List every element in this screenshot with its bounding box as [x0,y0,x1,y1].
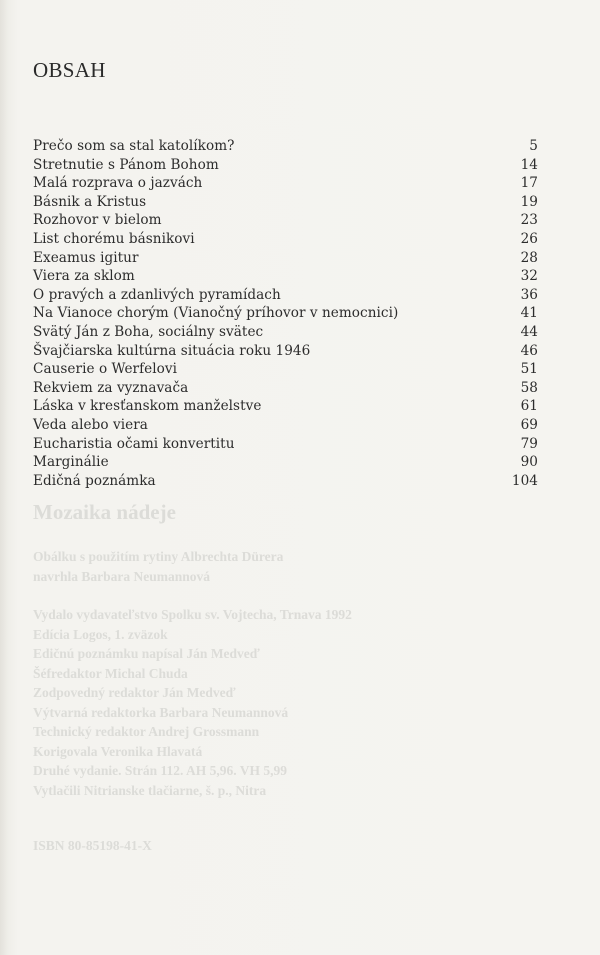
toc-entry [33,267,538,286]
toc-entry-page: 104 [511,472,538,489]
colophon-line: Vytlačili Nitrianske tlačiarne, š. p., Nitra [33,782,267,798]
toc-entry [33,435,538,454]
bleed-through-title: Mozaika nádeje [33,500,176,524]
toc-entry-title: Viera za sklom [33,268,135,285]
toc-entry-page: 17 [520,175,538,192]
page-heading: OBSAH [33,58,106,82]
toc-entry-page: 14 [520,156,538,173]
toc-entry [33,397,538,416]
toc-entry-title: Rozhovor v bielom [33,212,162,229]
toc-entry-page: 28 [520,249,538,266]
colophon-line: Zodpovedný redaktor Ján Medveď [33,685,236,700]
cover-credit-line: navrhla Barbara Neumannová [33,568,211,584]
toc-entry-page: 26 [520,230,538,247]
toc-entry [33,360,538,379]
toc-entry-page: 23 [520,212,538,229]
toc-entry [33,304,538,323]
toc-entry [33,453,538,472]
colophon-line: Edícia Logos, 1. zväzok [33,626,168,642]
isbn: ISBN 80-85198-41-X [33,838,152,853]
toc-entry [33,416,538,435]
toc-entry [33,174,538,193]
toc-entry-title: Eucharistia očami konvertitu [33,435,235,452]
toc-entry-title: Prečo som sa stal katolíkom? [33,138,235,154]
toc-entry-title: List chorému básnikovi [33,230,195,247]
toc-entry [33,249,538,268]
toc-entry-title: Švajčiarska kultúrna situácia roku 1946 [33,342,311,359]
toc-entry-title: Rekviem za vyznavača [33,379,189,396]
toc-entry-page: 46 [520,342,538,359]
cover-credit-line: Obálku s použitím rytiny Albrechta Dürera [33,549,284,564]
toc-entry-title: Stretnutie s Pánom Bohom [33,156,219,173]
bleed-through-colophon [33,500,553,854]
toc-entry-title: Malá rozprava o jazvách [33,175,203,192]
toc-entry-title: Marginálie [33,454,109,471]
colophon-line: Edičnú poznámku napísal Ján Medveď [33,646,260,661]
toc-entry [33,156,538,175]
toc-entry [33,342,538,361]
colophon-line: Výtvarná redaktorka Barbara Neumannová [33,704,289,720]
toc-entry-page: 58 [520,379,538,396]
toc-entry-title: Svätý Ján z Boha, sociálny svätec [33,323,264,340]
toc-entry-page: 51 [520,361,538,378]
toc-entry [33,472,538,491]
toc-entry-page: 41 [520,305,538,322]
toc-entry-title: Láska v kresťanskom manželstve [33,398,262,415]
toc-entry-title: Veda alebo viera [33,416,148,433]
table-of-contents [33,137,538,490]
toc-entry [33,286,538,305]
toc-entry-page: 32 [520,268,538,285]
toc-entry-title: Causerie o Werfelovi [33,361,178,378]
colophon-line: Druhé vydanie. Strán 112. AH 5,96. VH 5,99 [33,763,288,778]
colophon-line: Vydalo vydavateľstvo Spolku sv. Vojtecha, Trnava 1992 [33,607,352,622]
toc-entry [33,323,538,342]
toc-entry-page: 36 [520,286,538,303]
toc-entry [33,230,538,249]
toc-entry-page: 69 [520,416,538,433]
colophon-line: Šéfredaktor Michal Chuda [33,665,188,681]
toc-entry-page: 44 [520,323,538,340]
toc-entry-title: Básnik a Kristus [33,193,147,210]
toc-entry-title: O pravých a zdanlivých pyramídach [33,286,281,303]
toc-entry-page: 90 [520,454,538,471]
colophon-line: Technický redaktor Andrej Grossmann [33,724,260,739]
toc-entry [33,137,538,156]
colophon-line: Korigovala Veronika Hlavatá [33,743,203,759]
toc-entry-title: Exeamus igitur [33,249,139,266]
toc-entry-page: 5 [529,138,538,154]
toc-entry [33,379,538,398]
toc-entry-page: 79 [520,435,538,452]
toc-entry [33,211,538,230]
toc-entry [33,193,538,212]
toc-entry-page: 19 [520,193,538,210]
toc-entry-title: Edičná poznámka [33,472,156,489]
toc-entry-title: Na Vianoce chorým (Vianočný príhovor v nemocnici) [33,305,399,322]
toc-entry-page: 61 [520,398,538,415]
